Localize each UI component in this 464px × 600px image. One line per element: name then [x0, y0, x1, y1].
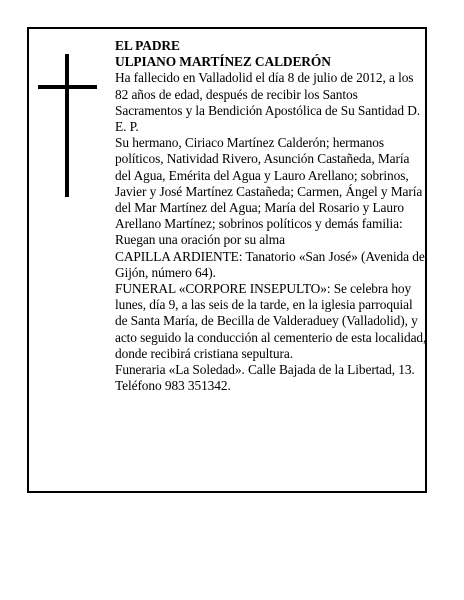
family-paragraph: Su hermano, Ciriaco Martínez Calderón; hermanos políticos, Natividad Rivero, Asunción Castañeda, María del Agua, Emérita del Agua y Lauro Arellano; sobrinos, Javier y José Martínez Castañeda; Carmen, Ángel y María del Mar Martínez del Agua; María del Rosario y Lauro Arellano Martínez; sobrinos políticos y demás familia:: [115, 135, 423, 232]
cross-horizontal-bar: [38, 85, 97, 89]
funeral-home-info: Funeraria «La Soledad». Calle Bajada de la Libertad, 13. Teléfono 983 351342.: [115, 362, 415, 394]
cross-vertical-bar: [65, 54, 69, 197]
funeral-info: FUNERAL «CORPORE INSEPULTO»: Se celebra hoy lunes, día 9, a las seis de la tarde, en la iglesia parroquial de Santa María, de Becilla de Valderaduey (Valladolid), y acto seguido la conducción al cementerio de esta localidad, donde recibirá cristiana sepultura.: [115, 281, 427, 361]
prayer-request: Ruegan una oración por su alma: [115, 232, 285, 248]
obituary-text: [115, 38, 427, 394]
chapel-info: CAPILLA ARDIENTE: Tanatorio «San José» (Avenida de Gijón, número 64).: [115, 248, 425, 280]
deceased-name: ULPIANO MARTÍNEZ CALDERÓN: [115, 54, 331, 70]
death-notice-paragraph: Ha fallecido en Valladolid el día 8 de julio de 2012, a los 82 años de edad, después de recibir los Santos Sacramentos y la Bendición Apostólica de Su Santidad D. E. P.: [115, 70, 421, 135]
obituary-title: EL PADRE: [115, 38, 180, 53]
